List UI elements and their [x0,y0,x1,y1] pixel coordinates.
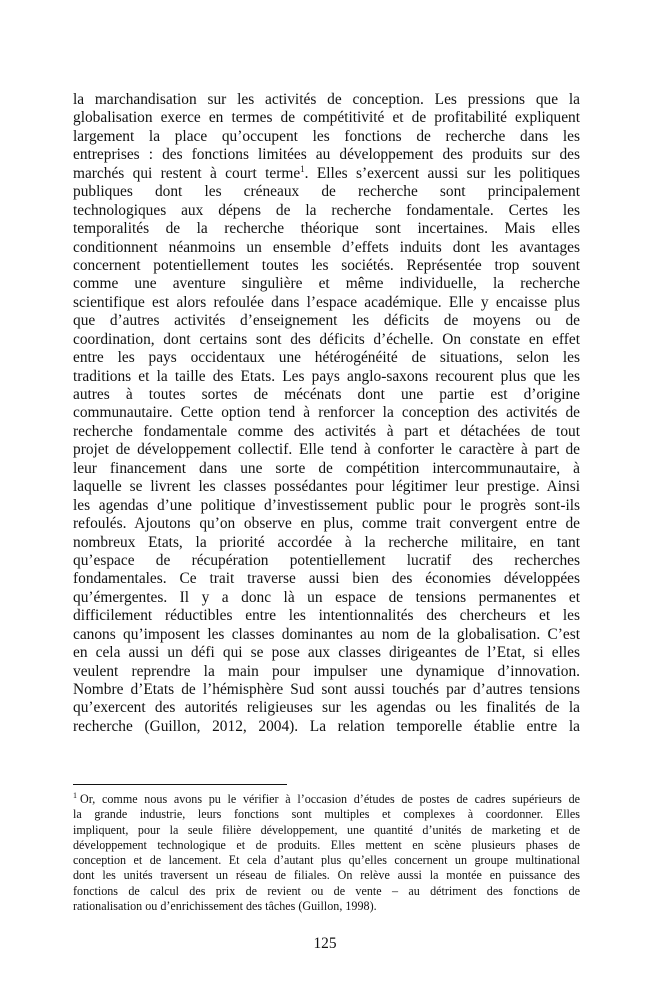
body-line: laquelle se livrent les classes possédantes pour légitimer leur prestige. Ainsi [73,478,580,496]
body-line: qu’exercent des autorités religieuses sur les agendas ou les finalités de la [73,699,580,717]
body-line: nombreux Etats, la priorité accordée à la recherche militaire, en tant [73,533,580,551]
footnote-line: conception et de lancement. Et cela d’autant plus qu’elles concernent un groupe multinational [73,853,580,868]
body-line: les agendas d’une politique d’investissement public pour le progrès sont-ils [73,496,580,514]
body-line-part: . Elles s’exercent aussi sur les politiques [304,164,580,182]
body-line: scientifique est alors refoulée dans l’espace académique. Elle y encaisse plus [73,293,580,311]
body-line-part: marchés qui restent à court terme [73,164,301,182]
body-line-with-footnote-ref [73,165,580,183]
body-line: largement la place qu’occupent les fonctions de recherche dans les [73,127,580,145]
body-line: canons qu’imposent les classes dominantes au nom de la globalisation. C’est [73,625,580,643]
body-line: comme une aventure singulière et même individuelle, la recherche [73,275,580,293]
footnote-line-with-marker [73,792,580,807]
body-line: difficilement réductibles entre les intentionnalités des chercheurs et les [73,607,580,625]
footnote-line: rationalisation ou d’enrichissement des tâches (Guillon, 1998). [73,899,377,914]
body-line: temporalités de la recherche théorique sont incertaines. Mais elles [73,220,580,238]
body-line: concernent potentiellement toutes les sociétés. Représentée trop souvent [73,256,580,274]
footnote-reference[interactable]: 1 [300,163,305,174]
body-line: publiques dont les créneaux de recherche sont principalement [73,183,580,201]
body-line: traditions et la taille des Etats. Les pays anglo-saxons recourent plus que les [73,367,580,385]
body-paragraph [73,91,580,736]
body-line: veulent reprendre la main pour impulser une dynamique d’innovation. [73,662,580,680]
body-line: que d’autres activités d’enseignement les déficits de moyens ou de [73,312,580,330]
body-line: la marchandisation sur les activités de conception. Les pressions que la [73,91,580,108]
body-line: globalisation exerce en termes de compétitivité et de profitabilité expliquent [73,109,580,127]
body-line: entreprises : des fonctions limitées au développement des produits sur des [73,146,580,164]
body-line: entre les pays occidentaux une hétérogénéité de situations, selon les [73,349,580,367]
body-line: coordination, dont certains sont des déficits d’échelle. On constate en effet [73,330,580,348]
footnote-marker: 1 [73,790,77,800]
footnote-line: fonctions de calcul des prix de revient ou de vente – au détriment des fonctions de [73,883,580,898]
body-line: fondamentales. Ce trait traverse aussi bien des économies développées [73,570,580,588]
body-line: communautaire. Cette option tend à renforcer la conception des activités de [73,404,580,422]
body-line: recherche fondamentale comme des activités à part et détachées de tout [73,422,580,440]
body-line: projet de développement collectif. Elle tend à conforter le caractère à part de [73,441,580,459]
footnote-line: impliquent, pour la seule filière développement, une quantité d’unités de marketing et de [73,822,580,837]
body-line: recherche (Guillon, 2012, 2004). La relation temporelle établie entre la [73,717,580,735]
footnote-line: la grande industrie, leurs fonctions sont multiples et complexes à coordonner. Elles [73,807,580,822]
body-line: leur financement dans une sorte de compétition intercommunautaire, à [73,459,580,477]
body-line: technologiques aux dépens de la recherche fondamentale. Certes les [73,201,580,219]
body-line: autres à toutes sortes de mécénats dont une partie est d’origine [73,386,580,403]
page-number: 125 [313,935,337,952]
footnote-line: dont les unités traversent un réseau de filiales. On relève aussi la montée en puissance des [73,868,580,883]
body-line: conditionnent néanmoins un ensemble d’effets induits dont les avantages [73,238,580,256]
body-line: en cela aussi un défi qui se pose aux classes dirigeantes de l’Etat, si elles [73,644,580,662]
body-line: qu’espace de récupération potentiellement lucratif des recherches [73,551,580,569]
body-line: Nombre d’Etats de l’hémisphère Sud sont aussi touchés par d’autres tensions [73,681,580,698]
footnote-line-part: Or, comme nous avons pu le vérifier à l’occasion d’études de postes de cadres supérieurs de [80,792,580,806]
footnote [73,792,580,914]
body-line: qu’émergentes. Il y a donc là un espace de tensions permanentes et [73,588,580,606]
footnote-line: développement technologique et de produits. Elles mettent en scène plusieurs phases de [73,837,580,852]
body-line: refoulés. Ajoutons qu’on observe en plus, comme trait convergent entre de [73,515,580,533]
footnote-separator [73,784,287,785]
